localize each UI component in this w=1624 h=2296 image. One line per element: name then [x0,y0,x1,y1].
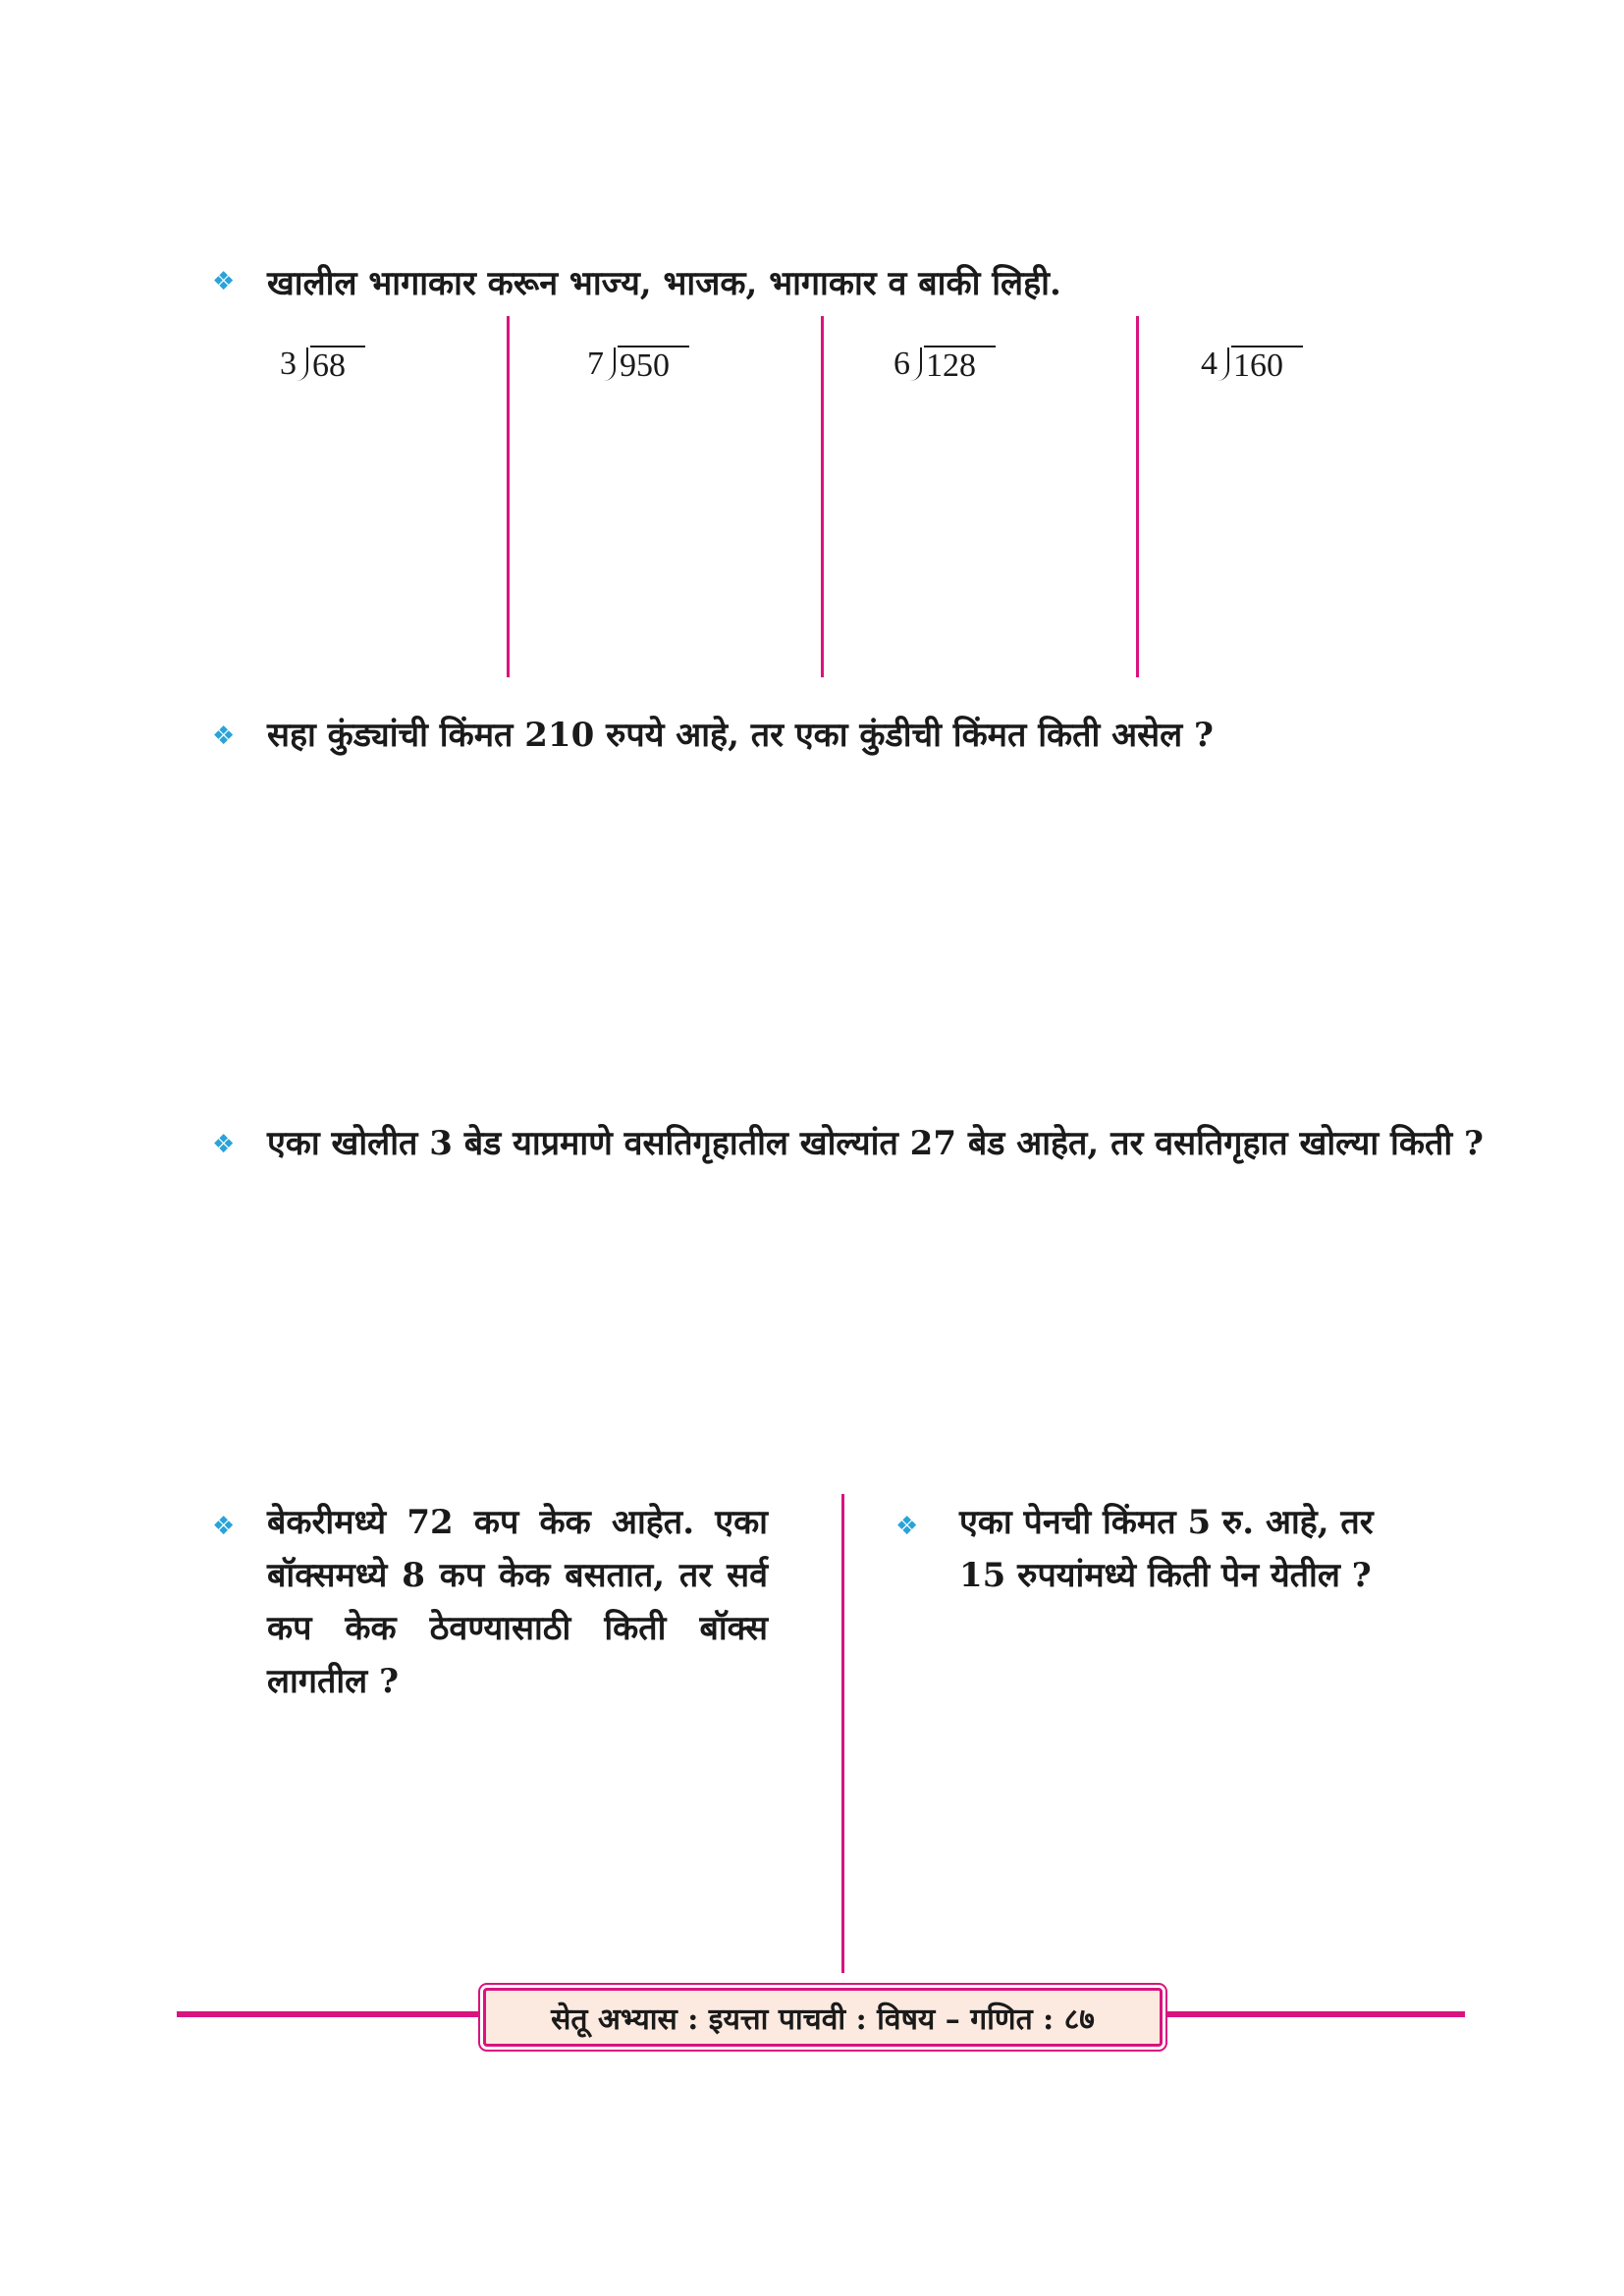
bullet-icon: ❖ [895,1512,919,1541]
bullet-icon: ❖ [212,1130,236,1159]
column-divider [1136,316,1139,677]
bullet-icon: ❖ [212,721,236,751]
divisor: 6 [893,346,910,382]
dividend: 160 [1231,346,1303,385]
bullet-icon: ❖ [212,1512,236,1541]
division-problem-2 [587,346,689,385]
footer-rule-right [1157,2011,1465,2017]
bullet-icon: ❖ [212,267,236,296]
division-bracket-icon [1218,347,1229,381]
division-bracket-icon [910,347,922,381]
division-problem-4 [1201,346,1303,385]
question-1-text: खालील भागाकार करून भाज्य, भाजक, भागाकार व बाकी लिही. [267,264,1061,303]
page-footer [483,1988,1163,2047]
division-problem-3 [893,346,996,385]
column-divider [821,316,824,677]
footer-text: सेतू अभ्यास : इयत्ता पाचवी : विषय – गणित : ८७ [551,2002,1095,2037]
dividend: 950 [618,346,689,385]
division-bracket-icon [604,347,616,381]
division-bracket-icon [297,347,308,381]
footer-rule-left [177,2011,483,2017]
question-4-text: बेकरीमध्ये 72 कप केक आहेत. एका बॉक्समध्ये 8 कप केक बसतात, तर सर्व कप केक ठेवण्यासाठी किती बॉक्स लागतील ? [267,1503,768,1701]
column-divider [507,316,510,677]
question-3-text: एका खोलीत 3 बेड याप्रमाणे वसतिगृहातील खोल्यांत 27 बेड आहेत, तर वसतिगृहात खोल्या किती ? [267,1124,1484,1163]
column-divider [841,1494,844,1973]
question-2-text: सहा कुंड्यांची किंमत 210 रुपये आहे, तर एका कुंडीची किंमत किती असेल ? [267,716,1214,755]
dividend: 128 [924,346,996,385]
division-problem-1 [280,346,365,385]
dividend: 68 [310,346,365,385]
question-5-text: एका पेनची किंमत 5 रु. आहे, तर 15 रुपयांमध्ये किती पेन येतील ? [959,1503,1374,1595]
divisor: 3 [280,346,297,382]
divisor: 4 [1201,346,1218,382]
divisor: 7 [587,346,604,382]
